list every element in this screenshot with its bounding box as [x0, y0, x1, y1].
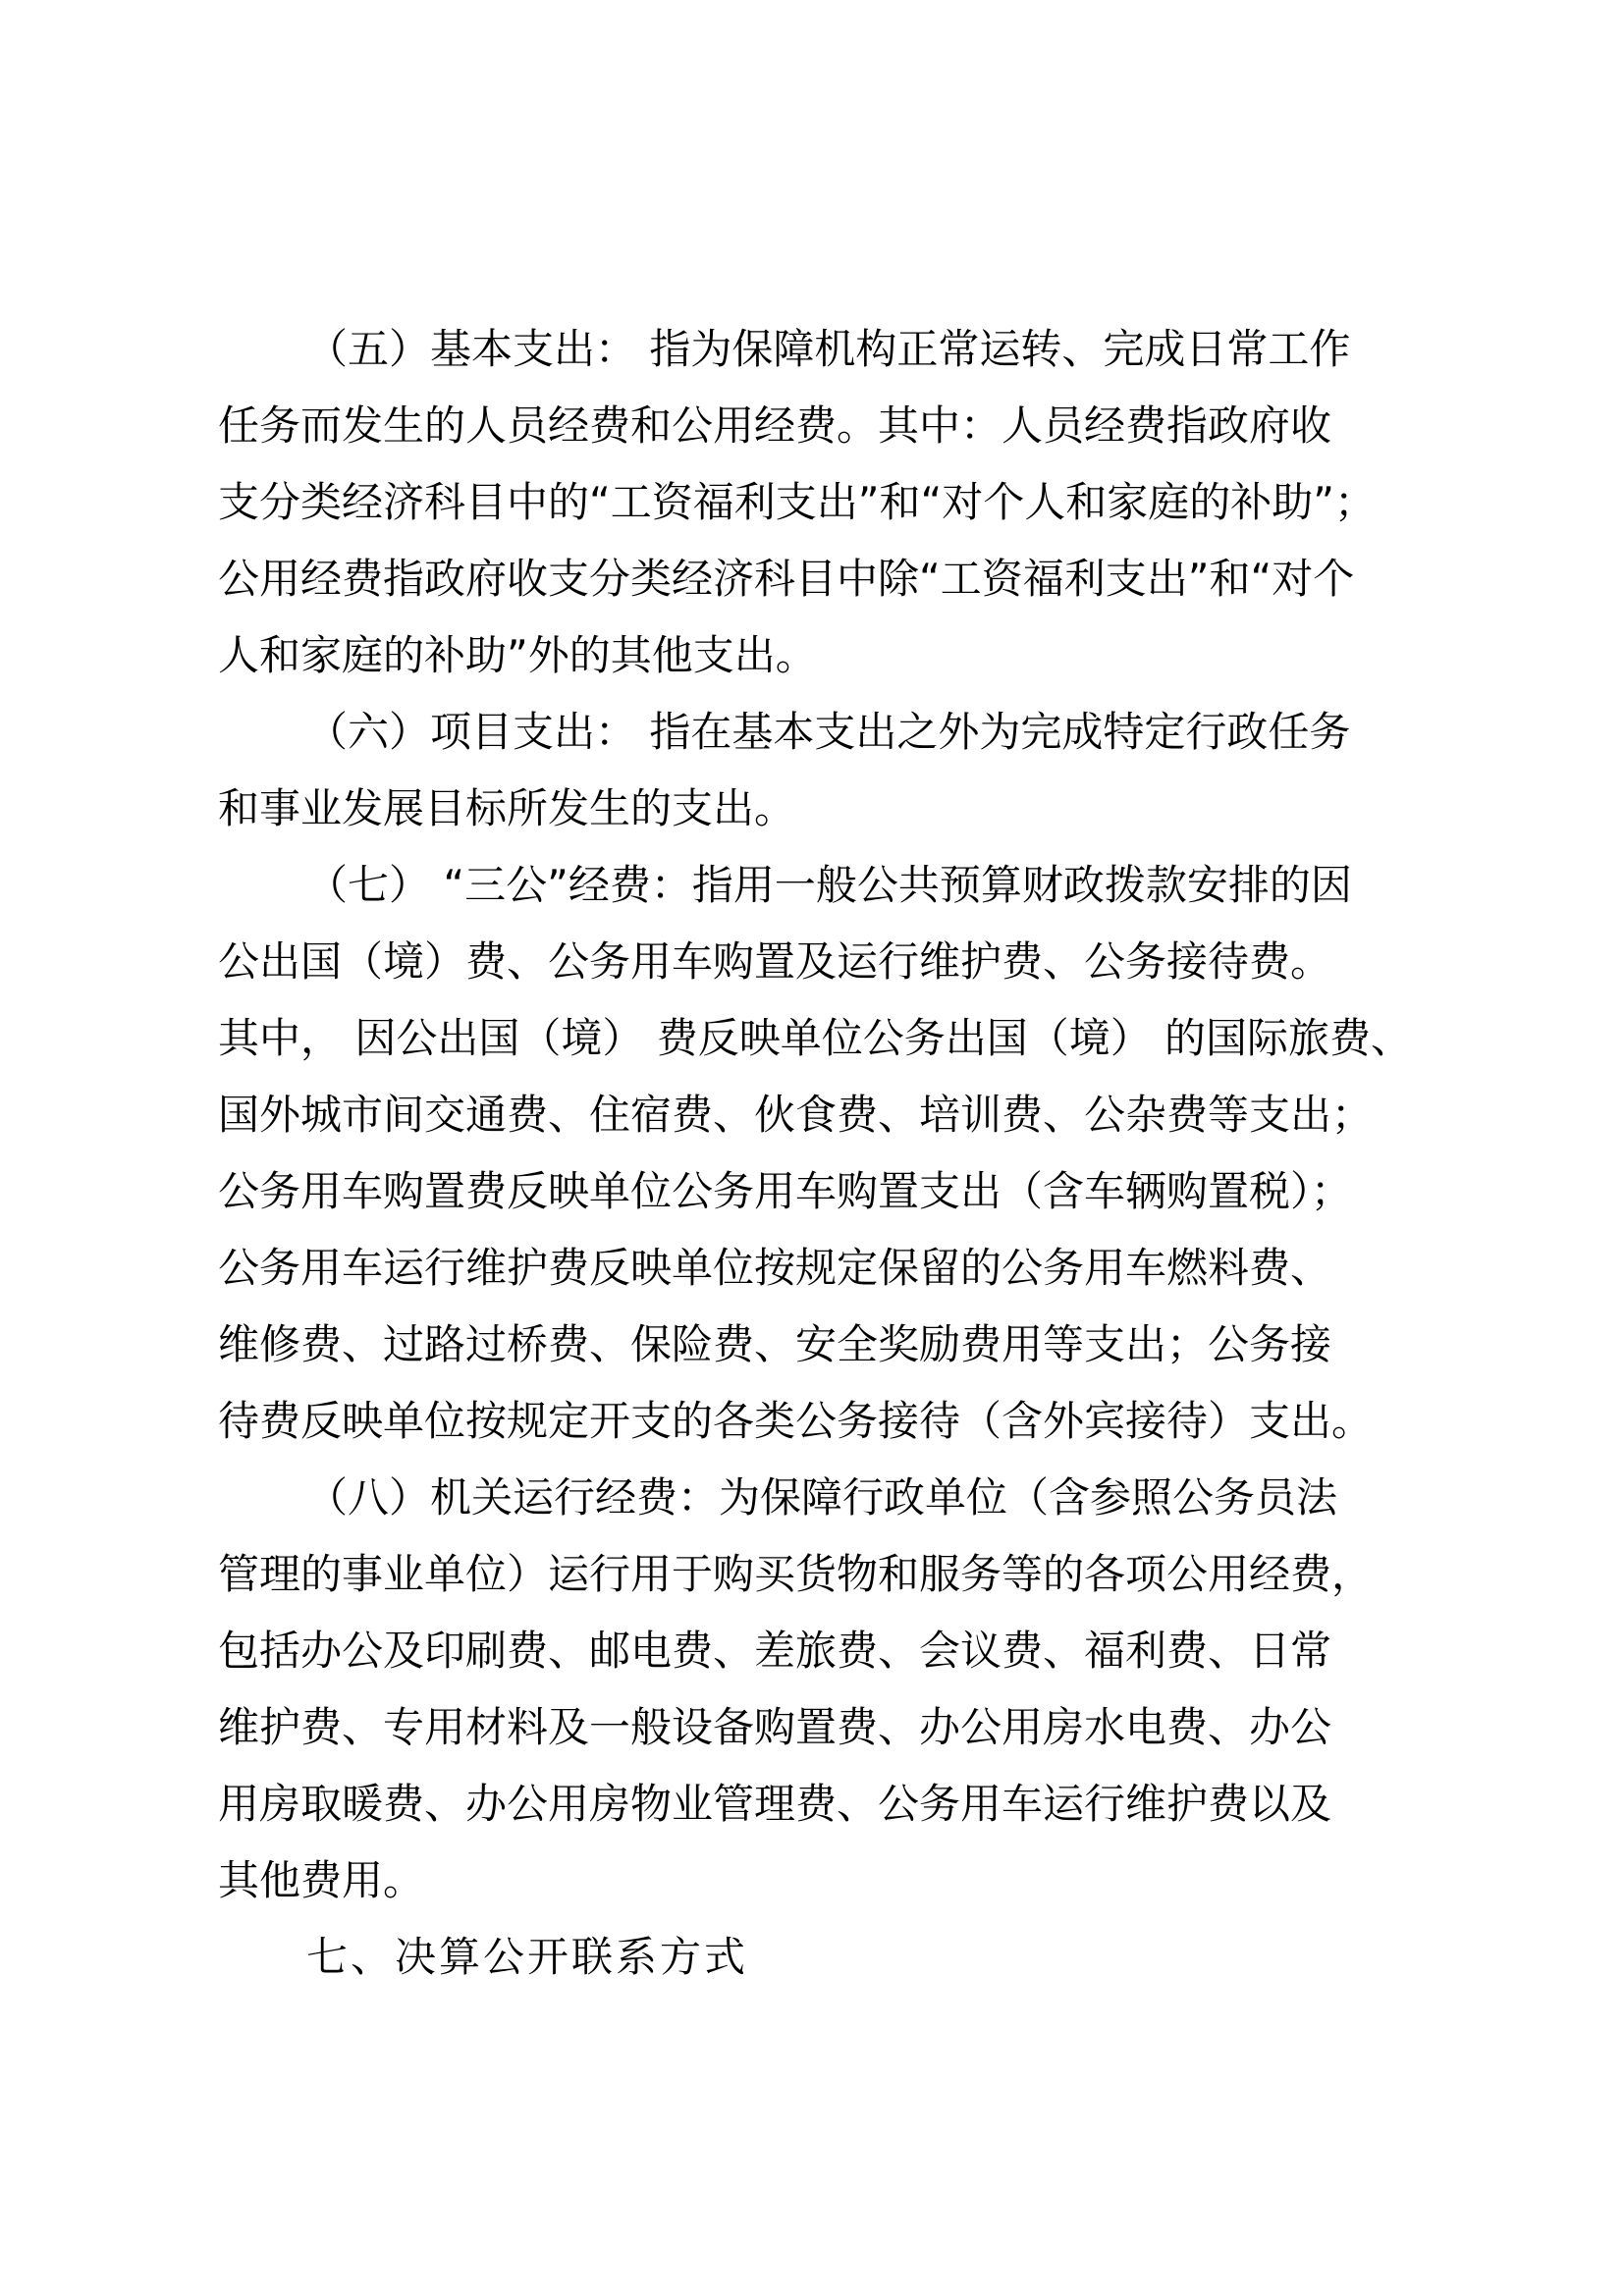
paragraph-basic-expenditure-line-5: 人和家庭的补助”外的其他支出。 — [218, 631, 817, 679]
paragraph-operating-expense-line-5: 用房取暖费、办公用房物业管理费、公务用车运行维护费以及 — [218, 1780, 1332, 1828]
paragraph-three-public-line-5: 公务用车购置费反映单位公务用车购置支出（含车辆购置税）； — [218, 1167, 1353, 1215]
paragraph-operating-expense-line-4: 维护费、专用材料及一般设备购置费、办公用房水电费、办公 — [218, 1703, 1332, 1751]
paragraph-basic-expenditure-line-4: 公用经费指政府收支分类经济科目中除“工资福利支出”和“对个 — [218, 555, 1355, 603]
section-heading-contact: 七、决算公开联系方式 — [306, 1933, 749, 1981]
paragraph-three-public-line-8: 待费反映单位按规定开支的各类公务接待（含外宾接待）支出。 — [218, 1397, 1374, 1445]
paragraph-operating-expense-line-2: 管理的事业单位）运行用于购买货物和服务等的各项公用经费， — [218, 1550, 1374, 1598]
paragraph-basic-expenditure-line-2: 任务而发生的人员经费和公用经费。其中：人员经费指政府收 — [218, 401, 1332, 450]
paragraph-operating-expense-line-6: 其他费用。 — [218, 1856, 425, 1904]
paragraph-project-expenditure-line-2: 和事业发展目标所发生的支出。 — [218, 784, 796, 832]
paragraph-operating-expense-line-1: （八）机关运行经费：为保障行政单位（含参照公务员法 — [306, 1473, 1338, 1522]
paragraph-basic-expenditure-line-1: （五）基本支出： 指为保障机构正常运转、完成日常工作 — [306, 325, 1351, 373]
paragraph-three-public-line-3: 其中， 因公出国（境） 费反映单位公务出国（境） 的国际旅费、 — [218, 1014, 1413, 1062]
paragraph-project-expenditure-line-1: （六）项目支出： 指在基本支出之外为完成特定行政任务 — [306, 708, 1351, 756]
paragraph-operating-expense-line-3: 包括办公及印刷费、邮电费、差旅费、会议费、福利费、日常 — [218, 1627, 1332, 1675]
paragraph-three-public-line-1: （七） “三公”经费：指用一般公共预算财政拨款安排的因 — [306, 861, 1352, 909]
paragraph-basic-expenditure-line-3: 支分类经济科目中的“工资福利支出”和“对个人和家庭的补助”； — [218, 478, 1377, 526]
paragraph-three-public-line-6: 公务用车运行维护费反映单位按规定保留的公务用车燃料费、 — [218, 1244, 1332, 1292]
paragraph-three-public-line-2: 公出国（境）费、公务用车购置及运行维护费、公务接待费。 — [218, 937, 1332, 986]
paragraph-three-public-line-7: 维修费、过路过桥费、保险费、安全奖励费用等支出；公务接 — [218, 1320, 1332, 1368]
paragraph-three-public-line-4: 国外城市间交通费、住宿费、伙食费、培训费、公杂费等支出； — [218, 1091, 1374, 1139]
